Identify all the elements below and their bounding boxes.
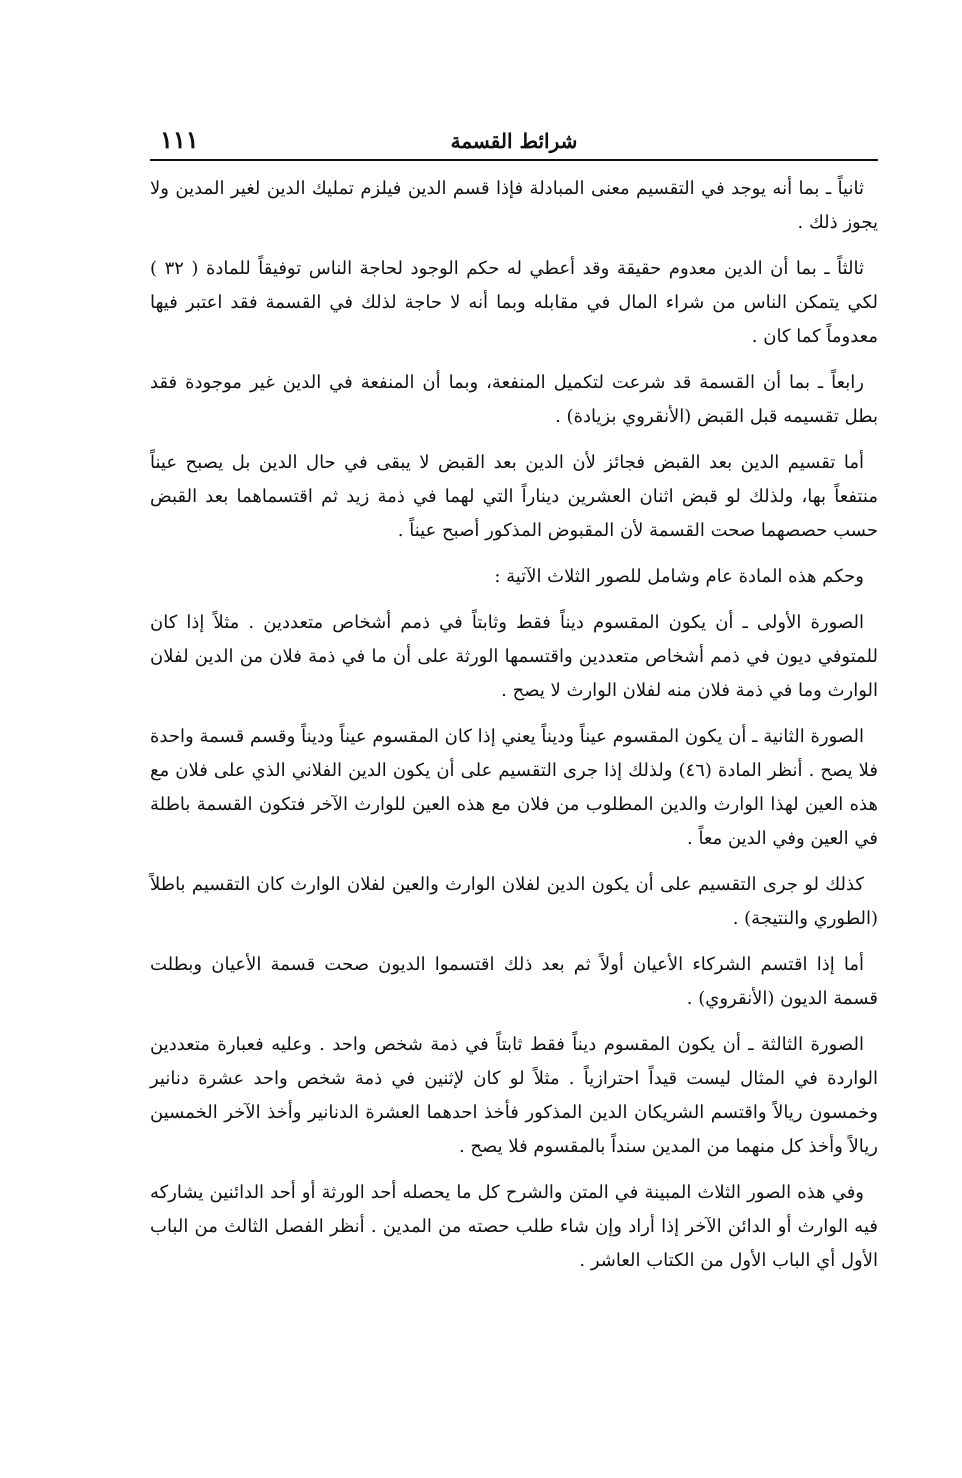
paragraph-second-form: الصورة الثانية ـ أن يكون المقسوم عيناً وديناً يعني إذا كان المقسوم عيناً وديناً وقسم قسمة واحدة فلا يصح . أنظر المادة (٤٦) ولذلك إذا جرى التقسيم على أن يكون الدين الفلاني الذي على فلان مع هذه العين لهذا الوارث والدين المطلوب من فلان مع هذه العين للوارث الآخر فتكون القسمة باطلة في العين وفي الدين معاً . — [150, 726, 878, 849]
paragraph-assets-then-debts: أما إذا اقتسم الشركاء الأعيان أولاً ثم بعد ذلك اقتسموا الديون صحت قسمة الأعيان وبطلت قسمة الديون (الأنقروي) . — [150, 954, 878, 1009]
page-number: ١١١ — [160, 125, 199, 154]
paragraph-first-form: الصورة الأولى ـ أن يكون المقسوم ديناً فقط وثابتاً في ذمم أشخاص متعددين . مثلاً إذا كان للمتوفي ديون في ذمم أشخاص متعددين واقتسمها الورثة على أن ما في ذمة فلان من الدين لفلان الوارث وما في ذمة فلان منه لفلان الوارث لا يصح . — [150, 612, 878, 701]
paragraph-fourthly: رابعاً ـ بما أن القسمة قد شرعت لتكميل المنفعة، وبما أن المنفعة في الدين غير موجودة فقد بطل تقسيمه قبل القبض (الأنقروي بزيادة) . — [150, 372, 878, 427]
paragraph-third-form: الصورة الثالثة ـ أن يكون المقسوم ديناً فقط ثابتاً في ذمة شخص واحد . وعليه فعبارة متعددين الواردة في المثال ليست قيداً احترازياً . مثلاً لو كان لإثنين في ذمة شخص واحد عشرة دنانير وخمسون ريالاً واقتسم الشريكان الدين المذكور فأخذ احدهما العشرة الدنانير وأخذ الآخر الخمسين ريالاً وأخذ كل منهما من المدين سنداً بالمقسوم فلا يصح . — [150, 1034, 878, 1157]
paragraph-thirdly: ثالثاً ـ بما أن الدين معدوم حقيقة وقد أعطي له حكم الوجود لحاجة الناس توفيقاً للمادة ( ٣٢ ) لكي يتمكن الناس من شراء المال في مقابله وبما أنه لا حاجة لذلك في القسمة فقد اعتبر فيها معدوماً كما كان . — [150, 258, 878, 347]
book-page — [150, 108, 878, 1358]
body-text — [150, 172, 878, 1278]
paragraph-after-receipt: أما تقسيم الدين بعد القبض فجائز لأن الدين بعد القبض لا يبقى في حال الدين بل يصبح عيناً منتفعاً بها، ولذلك لو قبض اثنان العشرين ديناراً التي لهما في ذمة زيد ثم اقتسماهما بعد القبض حسب حصصهما صحت القسمة لأن المقبوض المذكور أصبح عيناً . — [150, 452, 878, 541]
running-title: شرائط القسمة — [450, 129, 578, 153]
paragraph-three-forms-intro: وحكم هذه المادة عام وشامل للصور الثلاث الآتية : — [494, 566, 864, 587]
paragraph-sharing-rule: وفي هذه الصور الثلاث المبينة في المتن والشرح كل ما يحصله أحد الورثة أو أحد الدائنين يشاركه فيه الوارث أو الدائن الآخر إذا أراد وإن شاء طلب حصته من المدين . أنظر الفصل الثالث من الباب الأول أي الباب الأول من الكتاب العاشر . — [150, 1182, 878, 1271]
page-header — [150, 123, 878, 161]
paragraph-secondly: ثانياً ـ بما أنه يوجد في التقسيم معنى المبادلة فإذا قسم الدين فيلزم تمليك الدين لغير المدين ولا يجوز ذلك . — [150, 178, 878, 233]
paragraph-invalid-division: كذلك لو جرى التقسيم على أن يكون الدين لفلان الوارث والعين لفلان الوارث كان التقسيم باطلاً (الطوري والنتيجة) . — [150, 874, 878, 929]
